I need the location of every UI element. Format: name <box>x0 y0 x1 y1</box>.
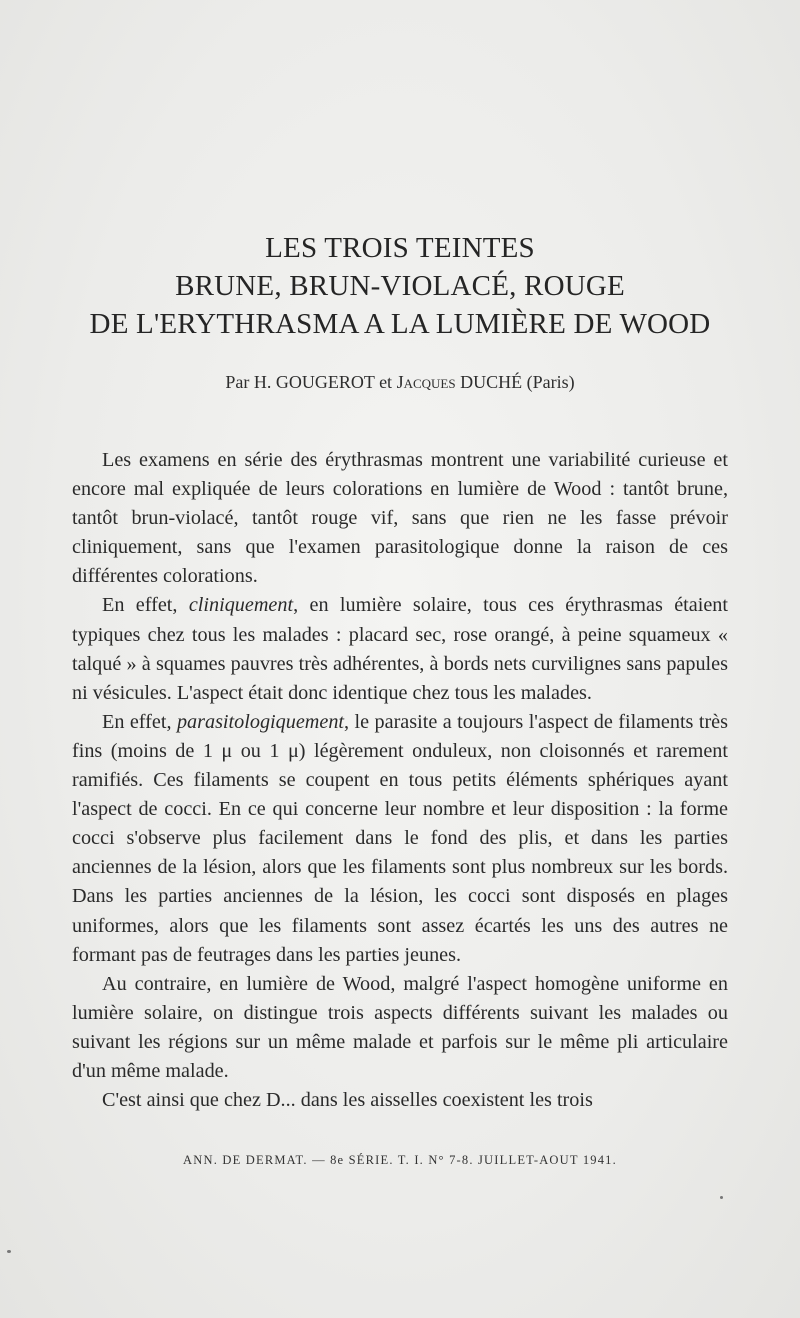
scan-speck <box>720 1196 723 1199</box>
author-byline <box>0 372 800 393</box>
emphasis-cliniquement: cliniquement <box>188 594 294 617</box>
paragraph-1: Les examens en série des érythrasmas montrent une variabilité curieuse et encore mal expliquée de leurs colorations en lumière de Wood : tantôt brune, tantôt brun-violacé, tantôt rouge vif, sans que rien ne les fasse prévoir cliniquement, sans que l'examen parasitologique donne la raison de ces différentes colorations. <box>72 449 728 588</box>
paragraph-3 <box>72 708 728 970</box>
paragraph-2-rest: , en lumière solaire, tous ces érythrasmas étaient typiques chez tous les malades : placard sec, rose orangé, à peine squameux « talqué » à squames pauvres très adhérentes, à bords nets curvilignes sans papules ni vésicules. L'aspect était donc identique chez tous les malades. <box>72 594 728 704</box>
title-line-2: BRUNE, BRUN-VIOLACÉ, ROUGE <box>175 270 625 302</box>
byline-part-2: DUCHÉ (Paris) <box>455 372 575 392</box>
paragraph-2 <box>72 591 728 707</box>
article-body <box>72 446 728 1115</box>
byline-firstname: Jacques <box>396 372 456 392</box>
byline-part-1: Par H. GOUGEROT et <box>225 372 397 392</box>
paragraph-3-rest: , le parasite a toujours l'aspect de filaments très fins (moins de 1 μ ou 1 μ) légèrement onduleux, non cloisonnés et rarement ramifiés. Ces filaments se coupent en tous petits éléments sphériques ayant l'aspect de cocci. En ce qui concerne leur nombre et leur disposition : la forme cocci s'observe plus facilement dans le fond des plis, et dans les parties anciennes de la lésion, alors que les filaments sont plus nombreux sur les bords. Dans les parties anciennes de la lésion, les cocci sont disposés en plages uniformes, alors que les filaments sont assez écartés les uns des autres ne formant pas de feutrages dans les parties jeunes. <box>72 710 728 966</box>
scan-speck <box>7 1250 11 1253</box>
paragraph-2-start: En effet, <box>102 594 189 617</box>
paragraph-3-start: En effet, <box>102 710 177 733</box>
journal-footer: ANN. DE DERMAT. — 8e SÉRIE. T. I. N° 7-8. JUILLET-AOUT 1941. <box>183 1153 617 1167</box>
paragraph-4: Au contraire, en lumière de Wood, malgré l'aspect homogène uniforme en lumière solaire, on distingue trois aspects différents suivant les malades ou suivant les régions sur un même malade et parfois sur le même pli articulaire d'un même malade. <box>72 972 728 1082</box>
paragraph-5: C'est ainsi que chez D... dans les aisselles coexistent les trois <box>102 1089 593 1112</box>
title-line-3: DE L'ERYTHRASMA A LA LUMIÈRE DE WOOD <box>89 308 711 340</box>
title-line-1: LES TROIS TEINTES <box>265 232 535 264</box>
emphasis-parasitologiquement: parasitologiquement <box>176 710 345 733</box>
